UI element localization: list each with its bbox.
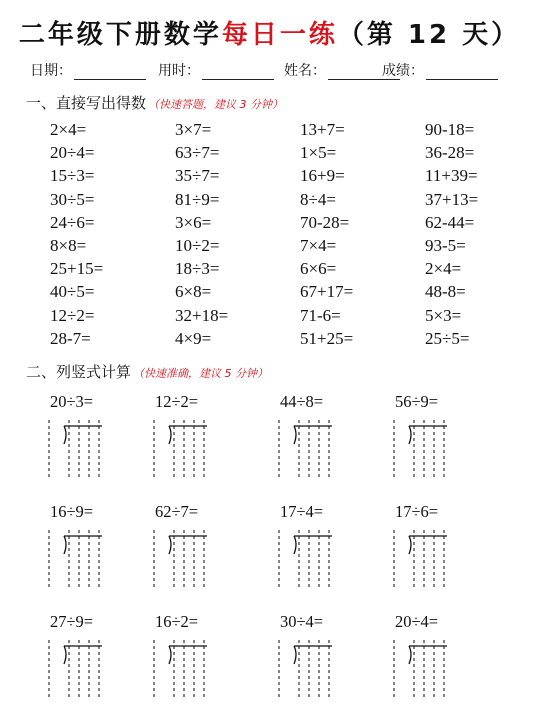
mental-problem: 6×6=	[300, 259, 337, 279]
vertical-problem-expression: 20÷3=	[50, 392, 94, 411]
title-suffix: （第 12 天）	[337, 20, 521, 50]
score-label: 成绩：	[382, 64, 424, 79]
mental-problem: 5×3=	[425, 305, 462, 325]
vertical-problem-expression: 16÷9=	[50, 502, 94, 521]
mental-problem: 25+15=	[50, 259, 104, 279]
division-bracket	[294, 646, 296, 664]
division-bracket	[294, 426, 296, 444]
division-bracket	[409, 646, 411, 664]
vertical-problem-expression: 56÷9=	[395, 392, 439, 411]
title-highlight: 每日一练	[221, 20, 338, 50]
mental-problem: 24÷6=	[50, 212, 95, 232]
mental-problem: 16+9=	[300, 166, 345, 186]
mental-problem: 48-8=	[425, 282, 466, 302]
mental-problem: 8÷4=	[300, 189, 336, 209]
vertical-problem-expression: 44÷8=	[280, 392, 324, 411]
date-blank[interactable]	[74, 65, 146, 80]
mental-problem: 1×5=	[300, 143, 337, 163]
page-title	[0, 14, 539, 51]
mental-problem: 71-6=	[300, 305, 341, 325]
section2-header	[26, 361, 268, 382]
division-frame[interactable]	[274, 530, 344, 592]
mental-problem: 90-18=	[425, 120, 475, 139]
mental-problem: 37+13=	[425, 189, 479, 209]
section1-heading: 一、直接写出得数	[26, 94, 147, 112]
division-bracket	[169, 536, 171, 554]
score-field[interactable]	[382, 60, 498, 80]
mental-problem: 2×4=	[50, 120, 87, 139]
title-prefix: 二年级下册数学	[18, 20, 222, 50]
mental-problem: 15÷3=	[50, 166, 95, 186]
division-frame[interactable]	[44, 530, 114, 592]
mental-problem: 40÷5=	[50, 282, 95, 302]
time-label: 用时：	[158, 64, 200, 79]
division-bracket	[64, 426, 66, 444]
division-frame[interactable]	[274, 640, 344, 702]
mental-problem: 51+25=	[300, 328, 354, 348]
division-frame[interactable]	[44, 640, 114, 702]
mental-problem: 36-28=	[425, 143, 475, 163]
mental-problem: 3×7=	[175, 120, 212, 139]
division-frame[interactable]	[149, 420, 219, 482]
mental-problem: 7×4=	[300, 235, 337, 255]
mental-problem: 4×9=	[175, 328, 212, 348]
division-bracket	[169, 646, 171, 664]
vertical-problem-expression: 27÷9=	[50, 612, 94, 631]
section1-header	[26, 92, 283, 113]
vertical-problem-expression: 20÷4=	[395, 612, 439, 631]
mental-problem: 10÷2=	[175, 235, 220, 255]
date-field[interactable]	[30, 60, 146, 80]
section2-heading: 二、列竖式计算	[26, 363, 132, 381]
section2-hint: （快速准确，建议 5 分钟）	[133, 367, 269, 380]
section1-hint: （快速答题，建议 3 分钟）	[148, 98, 284, 111]
vertical-problem-expression: 16÷2=	[155, 612, 199, 631]
mental-problem: 3×6=	[175, 212, 212, 232]
mental-problem: 62-44=	[425, 212, 475, 232]
mental-problem: 13+7=	[300, 120, 345, 139]
mental-problem: 63÷7=	[175, 143, 220, 163]
score-blank[interactable]	[426, 65, 498, 80]
division-frame[interactable]	[389, 640, 459, 702]
division-frame[interactable]	[274, 420, 344, 482]
mental-problem: 28-7=	[50, 328, 91, 348]
mental-problem: 6×8=	[175, 282, 212, 302]
division-frame[interactable]	[389, 530, 459, 592]
mental-problem: 30÷5=	[50, 189, 95, 209]
mental-problem: 8×8=	[50, 235, 87, 255]
vertical-problem-expression: 17÷4=	[280, 502, 324, 521]
mental-problem: 32+18=	[175, 305, 229, 325]
division-frame[interactable]	[44, 420, 114, 482]
mental-problem: 20÷4=	[50, 143, 95, 163]
mental-problem: 11+39=	[425, 166, 478, 186]
mental-problem: 70-28=	[300, 212, 350, 232]
date-label: 日期：	[30, 64, 72, 79]
division-bracket	[64, 536, 66, 554]
division-bracket	[169, 426, 171, 444]
info-row	[30, 60, 530, 82]
division-bracket	[294, 536, 296, 554]
mental-problem: 93-5=	[425, 235, 466, 255]
mental-problem: 35÷7=	[175, 166, 220, 186]
vertical-problem-expression: 30÷4=	[280, 612, 324, 631]
division-frame[interactable]	[149, 530, 219, 592]
division-frame[interactable]	[389, 420, 459, 482]
mental-problem: 67+17=	[300, 282, 354, 302]
division-frame[interactable]	[149, 640, 219, 702]
time-field[interactable]	[158, 60, 274, 80]
vertical-problem-expression: 12÷2=	[155, 392, 199, 411]
mental-problem: 81÷9=	[175, 189, 220, 209]
division-bracket	[409, 426, 411, 444]
mental-problem: 18÷3=	[175, 259, 220, 279]
division-bracket	[64, 646, 66, 664]
time-blank[interactable]	[202, 65, 274, 80]
division-bracket	[409, 536, 411, 554]
name-label: 姓名：	[284, 64, 326, 79]
mental-problem: 25÷5=	[425, 328, 470, 348]
vertical-problem-expression: 17÷6=	[395, 502, 439, 521]
vertical-problem-expression: 62÷7=	[155, 502, 199, 521]
mental-math-grid	[50, 118, 520, 350]
mental-problem: 2×4=	[425, 259, 462, 279]
mental-problem: 12÷2=	[50, 305, 95, 325]
